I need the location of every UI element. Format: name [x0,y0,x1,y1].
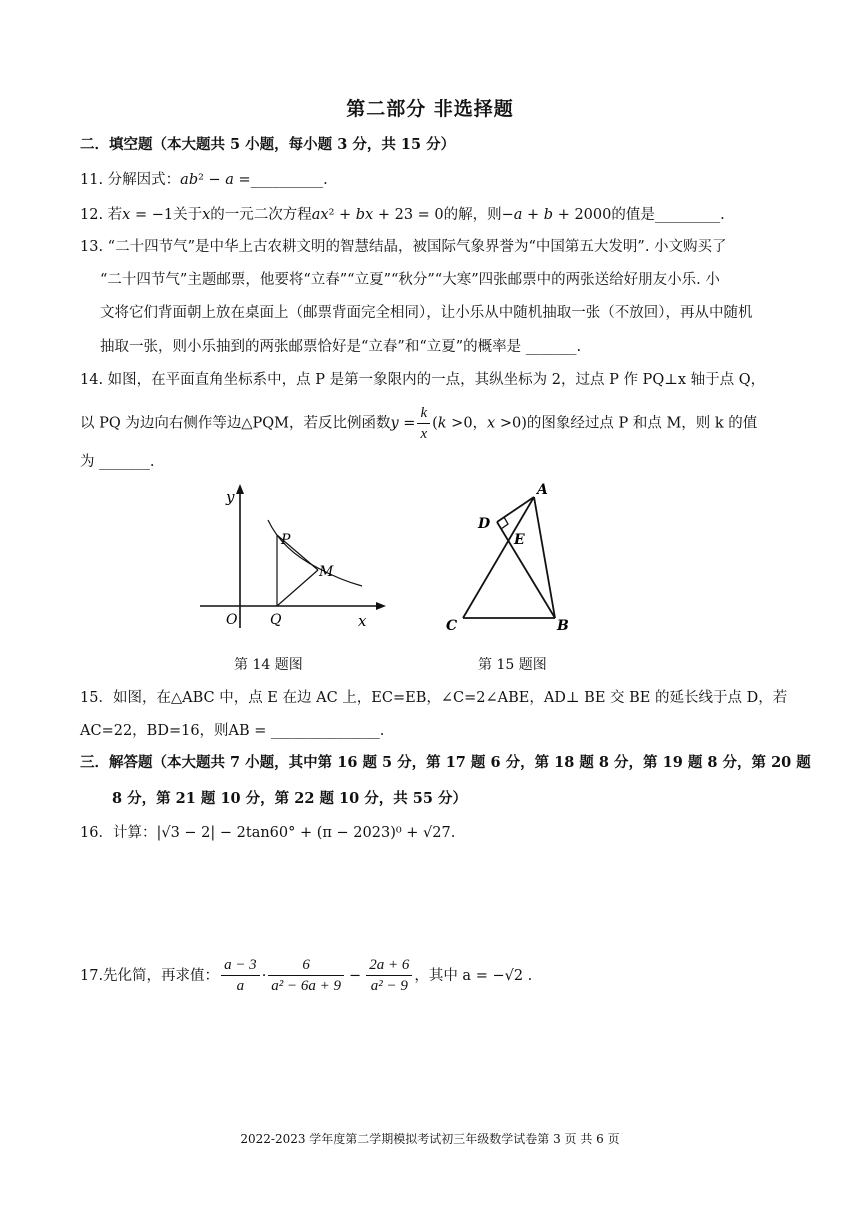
question-14-line-2 [80,403,757,444]
question-13-line-3: 文将它们背面朝上放在桌面上（邮票背面完全相同），让小乐从中随机抽取一张（不放回），再从中随机 [100,305,753,321]
multiply-dot: · [261,967,267,984]
label-m: M [319,564,334,580]
label-p: P [281,532,291,548]
section3-heading-line-1: 三．解答题（本大题共 7 小题，其中第 16 题 5 分，第 17 题 6 分，第 18 题 8 分，第 19 题 8 分，第 20 题 [80,754,811,771]
question-13-line-1: 13. “二十四节气”是中华上古农耕文明的智慧结晶，被国际气象界誉为“中国第五大发明”. 小文购买了 [80,239,727,255]
label-a: A [537,482,548,498]
question-14-text-b: (𝑘 >0，𝑥 >0)的图象经过点 P 和点 M，则 k 的值 [432,415,758,432]
figure-14-diagram [190,478,390,638]
fraction-1-numerator: a − 3 [221,955,260,976]
question-11: 11. 分解因式：𝑎𝑏² − 𝑎 =__________. [80,172,328,188]
segment-ca [463,497,534,618]
label-c: C [446,618,458,634]
fraction-1-denominator: a [236,978,245,994]
question-15-line-1: 15．如图，在△ABC 中，点 E 在边 AC 上，EC=EB，∠C=2∠ABE，AD⊥ BE 交 BE 的延长线于点 D，若 [80,690,788,706]
label-o: O [226,612,238,628]
question-17-suffix: ，其中 a = −√2 . [414,967,533,984]
minus-sign: − [349,967,362,984]
figure-15-diagram [440,478,590,638]
question-12: 12. 若𝑥 = −1关于𝑥的一元二次方程𝑎𝑥² + 𝑏𝑥 + 23 = 0的解，则−𝑎 + 𝑏 + 2000的值是_________. [80,207,725,223]
x-axis-arrow [376,602,386,610]
inverse-function-fraction [417,403,430,444]
figure-15-caption: 第 15 题图 [478,657,547,673]
fraction-2-denominator: a² − 6a + 9 [271,978,342,994]
question-16: 16．计算：|√3 − 2| − 2tan60° + (π − 2023)⁰ + √27. [80,825,456,841]
label-x: x [358,612,367,630]
question-14-line-1: 14. 如图，在平面直角坐标系中，点 P 是第一象限内的一点，其纵坐标为 2，过点 P 作 PQ⊥x 轴于点 Q， [80,372,766,388]
label-y: y [226,488,235,506]
question-14-text-a: 以 PQ 为边向右侧作等边△PQM，若反比例函数𝑦 = [80,415,416,432]
fraction-2 [268,955,344,996]
fraction-3-numerator: 2a + 6 [366,955,412,976]
label-d: D [478,516,491,532]
question-15-line-2: AC=22，BD=16，则AB = _______________. [80,723,385,739]
question-17 [80,955,532,996]
segment-da [497,497,534,522]
hyperbola-curve [268,520,362,586]
figure-14-caption: 第 14 题图 [234,657,303,673]
question-17-prefix: 17.先化简，再求值： [80,967,220,984]
question-13-line-4: 抽取一张，则小乐抽到的两张邮票恰好是“立春”和“立夏”的概率是 _______. [100,339,582,355]
fraction-3 [366,955,412,996]
page-footer: 2022-2023 学年度第二学期模拟考试初三年级数学试卷第 3 页 共 6 页 [240,1132,620,1146]
question-13-line-2: “二十四节气”主题邮票，他要将“立春”“立夏”“秋分”“大寒”四张邮票中的两张送给好朋友小乐. 小 [100,272,720,288]
fraction-2-numerator: 6 [268,955,344,976]
fraction-denominator: x [420,426,428,442]
section3-heading-line-2: 8 分，第 21 题 10 分，第 22 题 10 分，共 55 分） [112,790,468,807]
label-q: Q [270,612,282,628]
segment-qm [277,570,318,606]
section2-heading: 二．填空题（本大题共 5 小题，每小题 3 分，共 15 分） [80,136,456,153]
page-title: 第二部分 非选择题 [346,98,514,120]
label-e: E [514,532,525,548]
label-b: B [557,618,569,634]
fraction-1 [221,955,260,996]
fraction-numerator: k [417,403,430,424]
fraction-3-denominator: a² − 9 [370,978,408,994]
question-14-line-3: 为 _______. [80,454,155,470]
y-axis-arrow [236,484,244,494]
